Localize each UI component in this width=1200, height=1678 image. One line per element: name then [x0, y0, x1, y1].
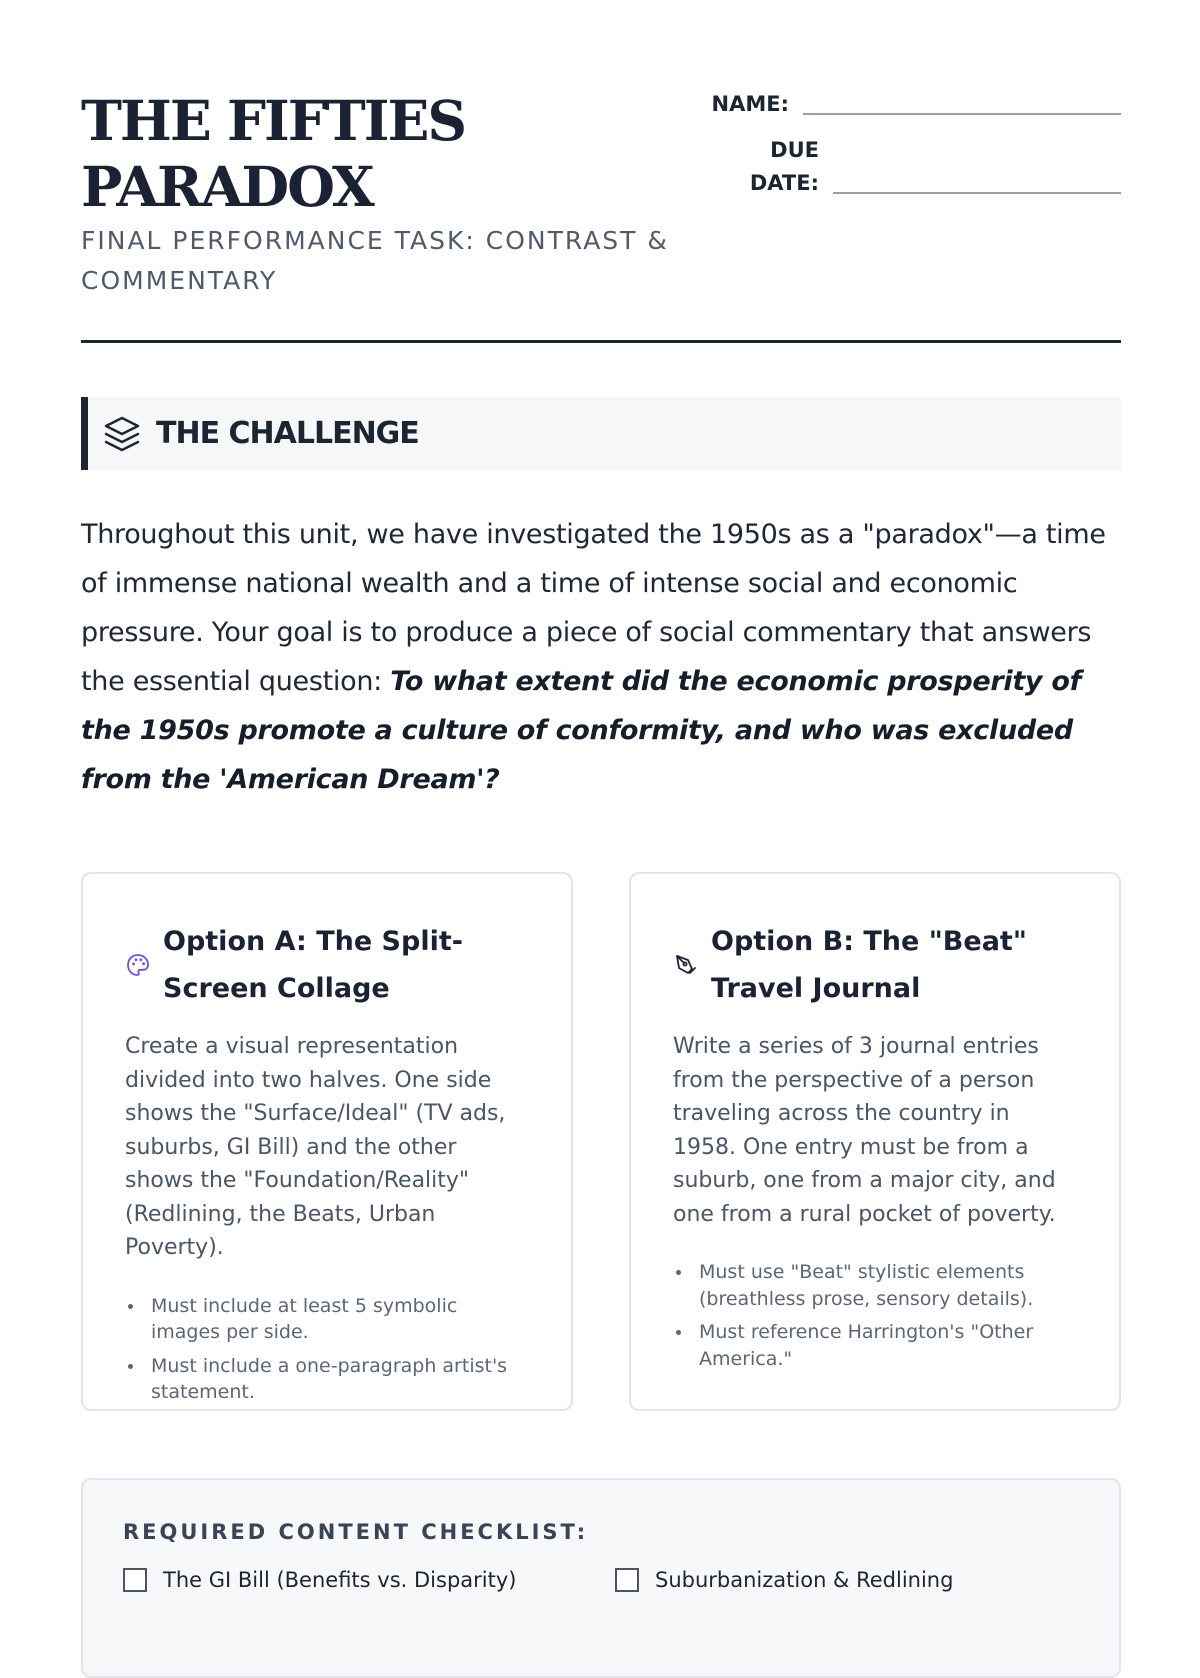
checklist-grid [123, 1568, 1079, 1592]
option-b-description: Write a series of 3 journal entries from the perspective of a person traveling across the country in 1958. One entry must be from a suburb, one from a major city, and one from a rural pocket of poverty. [673, 1034, 1056, 1227]
option-a-description: Create a visual representation divided into two halves. One side shows the "Surface/Ideal" (TV ads, suburbs, GI Bill) and the other shows the "Foundation/Reality" (Redlining, the Beats, Urban Poverty). [125, 1034, 506, 1260]
header [81, 88, 1121, 308]
due-date-label: DUE DATE: [749, 138, 819, 195]
list-item: Must use "Beat" stylistic elements (breathless prose, sensory details). [699, 1259, 1079, 1312]
page-title: THE FIFTIES PARADOX [81, 88, 466, 219]
checklist-title: REQUIRED CONTENT CHECKLIST: [123, 1520, 589, 1544]
option-a-header [125, 918, 531, 1012]
option-b-title: Option B: The "Beat" Travel Journal [711, 926, 1027, 1004]
header-divider [81, 340, 1121, 343]
checklist-item-gi-bill[interactable] [123, 1568, 615, 1592]
option-a-requirements [125, 1293, 531, 1406]
option-b-card [629, 872, 1121, 1411]
option-b-header [673, 918, 1079, 1012]
layers-icon [102, 414, 142, 454]
option-b-requirements [673, 1259, 1079, 1372]
challenge-heading-bar [81, 397, 1121, 470]
checklist-item-suburbanization[interactable] [615, 1568, 1107, 1592]
pen-nib-icon [673, 952, 699, 978]
option-a-title: Option A: The Split-Screen Collage [163, 926, 463, 1004]
name-field[interactable] [712, 88, 1121, 121]
due-date-field[interactable] [744, 134, 1121, 200]
page-subtitle: FINAL PERFORMANCE TASK: CONTRAST & COMMENTARY [81, 226, 669, 295]
name-line[interactable] [803, 111, 1121, 115]
intro-text: Throughout this unit, we have investigated the 1950s as a "paradox"—a time of immense national wealth and a time of intense social and economic pressure. Your goal is to produce a piece of social commentary that answers the essential question: [81, 519, 1106, 697]
list-item: Must include a one-paragraph artist's statement. [151, 1353, 531, 1406]
name-label: NAME: [711, 92, 789, 116]
list-item: Must include at least 5 symbolic images per side. [151, 1293, 531, 1346]
palette-icon [125, 952, 151, 978]
challenge-intro [81, 510, 1126, 804]
due-date-line[interactable] [833, 190, 1121, 194]
challenge-heading: THE CHALLENGE [156, 416, 419, 451]
checklist-label: The GI Bill (Benefits vs. Disparity) [163, 1568, 517, 1592]
checklist-label: Suburbanization & Redlining [655, 1568, 954, 1592]
list-item: Must reference Harrington's "Other America." [699, 1319, 1079, 1372]
option-a-card [81, 872, 573, 1411]
essential-question: To what extent did the economic prosperity of the 1950s promote a culture of conformity, and who was excluded from the 'American Dream'? [81, 666, 1082, 795]
checkbox[interactable] [123, 1568, 147, 1592]
content-checklist [81, 1478, 1121, 1678]
checkbox[interactable] [615, 1568, 639, 1592]
